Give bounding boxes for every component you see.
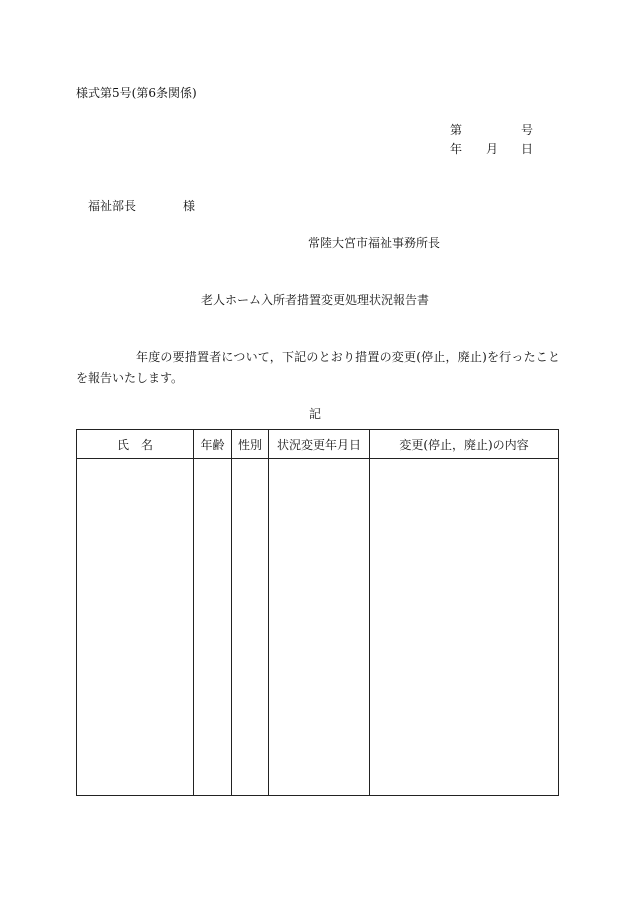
form-number: 様式第5号(第6条関係) (76, 86, 197, 100)
header-sex: 性別 (232, 430, 269, 459)
body-text: 年度の要措置者について，下記のとおり措置の変更(停止，廃止)を行ったことを報告いたします。 (76, 350, 560, 385)
age-cell[interactable] (194, 459, 232, 796)
date-day-label: 日 (521, 142, 534, 156)
change-date-cell[interactable] (269, 459, 370, 796)
table-header-row (77, 430, 559, 459)
header-name: 氏 名 (77, 430, 194, 459)
name-cell[interactable] (77, 459, 194, 796)
date-year-label: 年 (450, 142, 463, 156)
sender-name: 常陸大宮市福祉事務所長 (308, 236, 441, 250)
ki-heading: 記 (308, 407, 321, 421)
header-change-content: 変更(停止，廃止)の内容 (370, 430, 559, 459)
report-title: 老人ホーム入所者措置変更処理状況報告書 (200, 293, 429, 307)
sex-cell[interactable] (232, 459, 269, 796)
header-age: 年齢 (194, 430, 232, 459)
records-table (76, 429, 559, 796)
addressee-title: 福祉部長 (88, 199, 137, 213)
header-change-date: 状況変更年月日 (269, 430, 370, 459)
document-number-label: 第 (450, 123, 463, 137)
change-content-cell[interactable] (370, 459, 559, 796)
document-number-suffix: 号 (521, 123, 534, 137)
addressee-honorific: 様 (183, 199, 196, 213)
table-row (77, 459, 559, 796)
date-month-label: 月 (486, 142, 499, 156)
